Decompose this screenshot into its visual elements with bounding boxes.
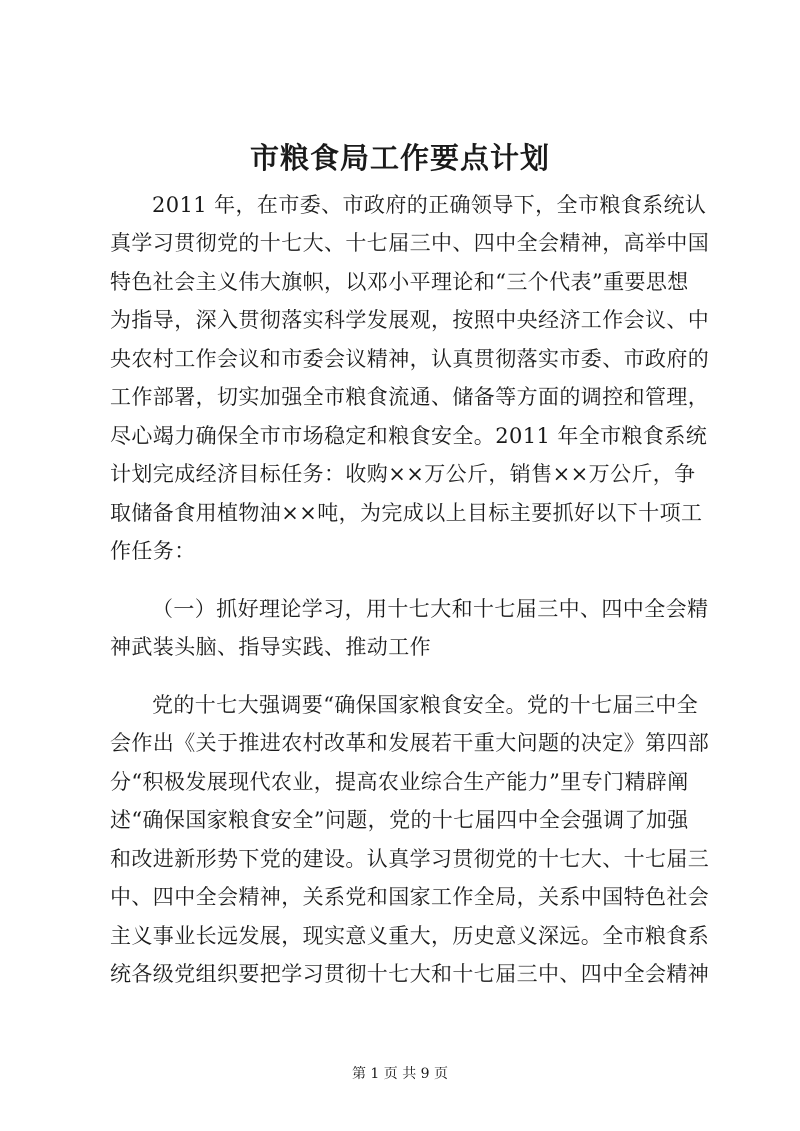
section-heading-line-1: （一）抓好理论学习，用十七大和十七届三中、四中全会精 — [152, 597, 709, 621]
body-line-3: 特色社会主义伟大旗帜，以邓小平理论和“三个代表”重要思想 — [110, 270, 689, 294]
body-line-5: 央农村工作会议和市委会议精神，认真贯彻落实市委、市政府的 — [110, 347, 710, 371]
body-line-9: 取储备食用植物油××吨，为完成以上目标主要抓好以下十项工 — [110, 501, 703, 525]
body-line-13: 分“积极发展现代农业，提高农业综合生产能力”里专门精辟阐 — [110, 770, 689, 794]
body-line-12: 会作出《关于推进农村改革和发展若干重大问题的决定》第四部 — [110, 731, 710, 755]
body-line-14: 述“确保国家粮食安全”问题，党的十七届四中全会强调了加强 — [110, 808, 689, 832]
body-line-11: 党的十七大强调要“确保国家粮食安全。党的十七届三中全 — [152, 693, 699, 717]
document-title: 市粮食局工作要点计划 — [249, 141, 550, 175]
section-heading-line-2: 神武装头脑、指导实践、推动工作 — [110, 635, 431, 659]
body-line-2: 真学习贯彻党的十七大、十七届三中、四中全会精神，高举中国 — [110, 231, 710, 255]
body-line-6: 工作部署，切实加强全市粮食流通、储备等方面的调控和管理， — [110, 385, 710, 409]
body-line-16: 中、四中全会精神，关系党和国家工作全局，关系中国特色社会 — [110, 885, 710, 909]
page-number-footer: 第 1 页 共 9 页 — [351, 1066, 449, 1082]
body-line-7: 尽心竭力确保全市市场稳定和粮食安全。2011 年全市粮食系统 — [110, 424, 708, 448]
body-line-15: 和改进新形势下党的建设。认真学习贯彻党的十七大、十七届三 — [110, 847, 710, 871]
body-line-8: 计划完成经济目标任务：收购××万公斤，销售××万公斤，争 — [110, 462, 696, 486]
body-line-18: 统各级党组织要把学习贯彻十七大和十七届三中、四中全会精神 — [110, 962, 710, 986]
body-line-10: 作任务： — [110, 539, 196, 563]
body-line-17: 主义事业长远发展，现实意义重大，历史意义深远。全市粮食系 — [110, 924, 710, 948]
body-line-1: 2011 年，在市委、市政府的正确领导下，全市粮食系统认 — [152, 193, 707, 217]
body-line-4: 为指导，深入贯彻落实科学发展观，按照中央经济工作会议、中 — [110, 308, 710, 332]
